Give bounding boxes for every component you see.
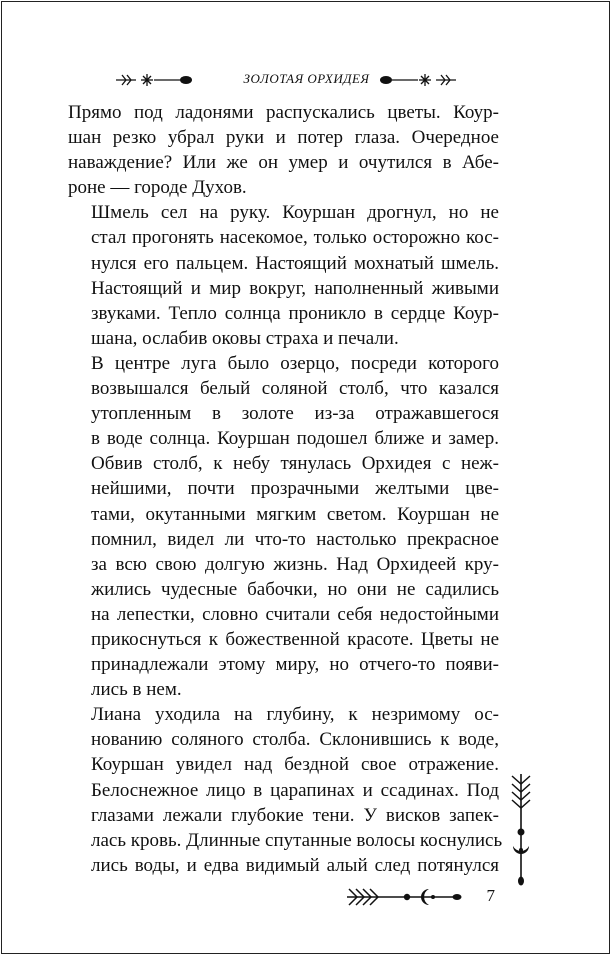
vertical-arrow-moon-ornament-icon: [508, 772, 534, 888]
text-line: принадлежали этому миру, но отчего-то появи-: [91, 654, 499, 676]
text-line: стал прогонять насекомое, только осторожно кос-: [91, 227, 499, 249]
page-footer: [345, 882, 505, 912]
text-line: Шмель сел на руку. Коуршан дрогнул, но не: [91, 202, 499, 224]
text-line: Белоснежное лицо в царапинах и ссадинах. Под: [91, 779, 499, 801]
right-header-ornament-icon: [374, 72, 458, 88]
text-line: за всю свою долгую жизнь. Над Орхидеей кру-: [91, 553, 499, 575]
text-line: Настоящий и мир вокруг, наполненный живыми: [91, 277, 499, 299]
text-line: Обвив столб, к небу тянулась Орхидея с неж-: [91, 453, 499, 475]
text-line: Коуршан увидел над бездной свое отражение.: [91, 754, 499, 776]
text-line: в воде солнца. Коуршан подошел ближе и замер.: [91, 428, 499, 450]
text-line: звуками. Тепло солнца проникло в сердце Коур-: [91, 302, 499, 324]
text-line: Прямо под ладонями распускались цветы. Коур-: [68, 102, 499, 123]
paragraph-3: [68, 351, 499, 702]
text-line: помнил, видел ли что-то настолько прекрасное: [91, 528, 499, 550]
text-line: лась кровь. Длинные спутанные волосы коснулись: [91, 829, 503, 851]
text-line: Лиана уходила на глубину, к незримому ос-: [91, 704, 499, 726]
text-line: утопленным в золоте из-за отражавшегося: [91, 403, 499, 425]
paragraph-1: [68, 100, 499, 200]
running-header: [100, 66, 513, 94]
text-line: шан резко убрал руки и потер глаза. Очередное: [68, 127, 499, 149]
text-line: лись воды, и едва видимый алый след потянулся: [91, 854, 499, 876]
text-line: прикоснуться к божественной красоте. Цветы не: [91, 628, 499, 650]
text-line: жились чудесные бабочки, но они не садились: [91, 578, 499, 600]
text-line: наваждение? Или же он умер и очутился в Абе-: [68, 152, 499, 174]
text-line: глазами лежали глубокие тени. У висков запек-: [91, 804, 499, 826]
running-title: ЗОЛОТАЯ ОРХИДЕЯ: [243, 71, 370, 86]
body-text: [68, 100, 503, 878]
text-line: тами, окутанными мягким светом. Коуршан не: [91, 503, 499, 525]
paragraph-4: [68, 702, 503, 878]
text-line: В центре луга было озерцо, посреди которого: [91, 352, 499, 374]
text-line: на лепестки, словно считали себя недостойными: [91, 603, 499, 625]
paragraph-2: [68, 200, 499, 351]
text-line: нулся его пальцем. Настоящий мохнатый шмель.: [91, 252, 499, 274]
text-line: шана, ослабив оковы страха и печали.: [91, 327, 399, 349]
text-line: нованию соляного столба. Склонившись к воде,: [91, 729, 499, 751]
text-line: лись в нем.: [91, 679, 182, 701]
text-line: роне — городе Духов.: [68, 177, 247, 199]
text-line: возвышался белый соляной столб, что казался: [91, 378, 499, 400]
page-number: 7: [486, 886, 495, 905]
horizontal-arrow-moon-ornament-icon: [345, 886, 463, 908]
text-line: нейшими, почти прозрачными желтыми цве-: [91, 478, 499, 500]
